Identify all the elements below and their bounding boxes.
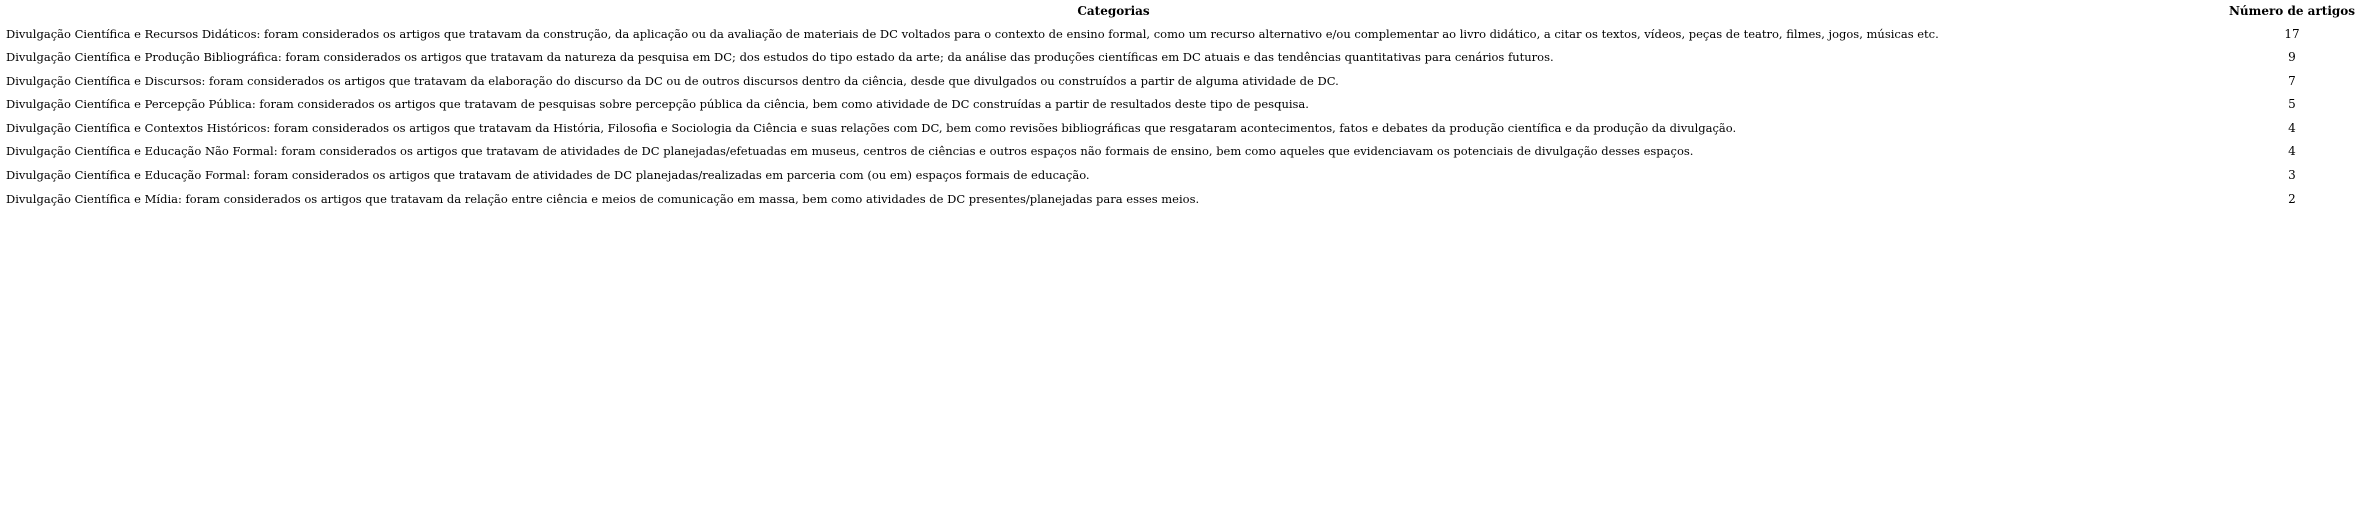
article-count: 5 bbox=[2288, 97, 2296, 112]
category-description: Divulgação Científica e Discursos: foram considerados os artigos que tratavam da elaboração do discurso da DC ou de outros discursos dentro da ciência, desde que divulgados ou construídos a partir de alguma atividade de DC. bbox=[6, 73, 1339, 88]
article-count: 4 bbox=[2288, 120, 2296, 135]
table-row bbox=[4, 93, 2361, 117]
category-description: Divulgação Científica e Contextos Históricos: foram considerados os artigos que tratavam da História, Filosofia e Sociologia da Ciência e suas relações com DC, bem como revisões bibliográficas que resgataram acontecimentos, fatos e debates da produção científica e da produção da divulgação. bbox=[6, 120, 1737, 135]
categories-table-container bbox=[0, 0, 2365, 211]
categories-column-header: Categorias bbox=[1077, 4, 1150, 18]
table-row bbox=[4, 140, 2361, 164]
article-count-column-header: Número de artigos bbox=[2228, 4, 2356, 18]
category-description: Divulgação Científica e Educação Formal: foram considerados os artigos que tratavam de atividades de DC planejadas/realizadas em parceria com (ou em) espaços formais de educação. bbox=[6, 168, 1090, 183]
table-row bbox=[4, 22, 2361, 46]
table-header-row bbox=[4, 2, 2361, 22]
category-description: Divulgação Científica e Produção Bibliográfica: foram considerados os artigos que tratavam da natureza da pesquisa em DC; dos estudos do tipo estado da arte; da análise das produções científicas em DC atuais e das tendências quantitativas para cenários futuros. bbox=[6, 50, 1554, 65]
article-count: 3 bbox=[2288, 168, 2296, 183]
table-row bbox=[4, 187, 2361, 211]
article-count: 4 bbox=[2288, 144, 2296, 159]
table-row bbox=[4, 69, 2361, 93]
category-description: Divulgação Científica e Recursos Didáticos: foram considerados os artigos que tratavam da construção, da aplicação ou da avaliação de materiais de DC voltados para o contexto de ensino formal, como um recurso alternativo e/ou complementar ao livro didático, a citar os textos, vídeos, peças de teatro, filmes, jogos, músicas etc. bbox=[6, 26, 1939, 41]
article-count: 9 bbox=[2288, 50, 2296, 65]
table-row bbox=[4, 116, 2361, 140]
article-count: 17 bbox=[2284, 26, 2300, 41]
table-row bbox=[4, 46, 2361, 70]
category-description: Divulgação Científica e Percepção Pública: foram considerados os artigos que tratavam de pesquisas sobre percepção pública da ciência, bem como atividade de DC construídas a partir de resultados deste tipo de pesquisa. bbox=[6, 97, 1309, 112]
category-description: Divulgação Científica e Mídia: foram considerados os artigos que tratavam da relação entre ciência e meios de comunicação em massa, bem como atividades de DC presentes/planejadas para esses meios. bbox=[6, 191, 1200, 206]
categories-table bbox=[4, 2, 2361, 211]
category-description: Divulgação Científica e Educação Não Formal: foram considerados os artigos que tratavam de atividades de DC planejadas/efetuadas em museus, centros de ciências e outros espaços não formais de ensino, bem como aqueles que evidenciavam os potenciais de divulgação desses espaços. bbox=[6, 144, 1694, 159]
table-row bbox=[4, 164, 2361, 188]
article-count: 7 bbox=[2288, 73, 2296, 88]
article-count: 2 bbox=[2288, 191, 2296, 206]
